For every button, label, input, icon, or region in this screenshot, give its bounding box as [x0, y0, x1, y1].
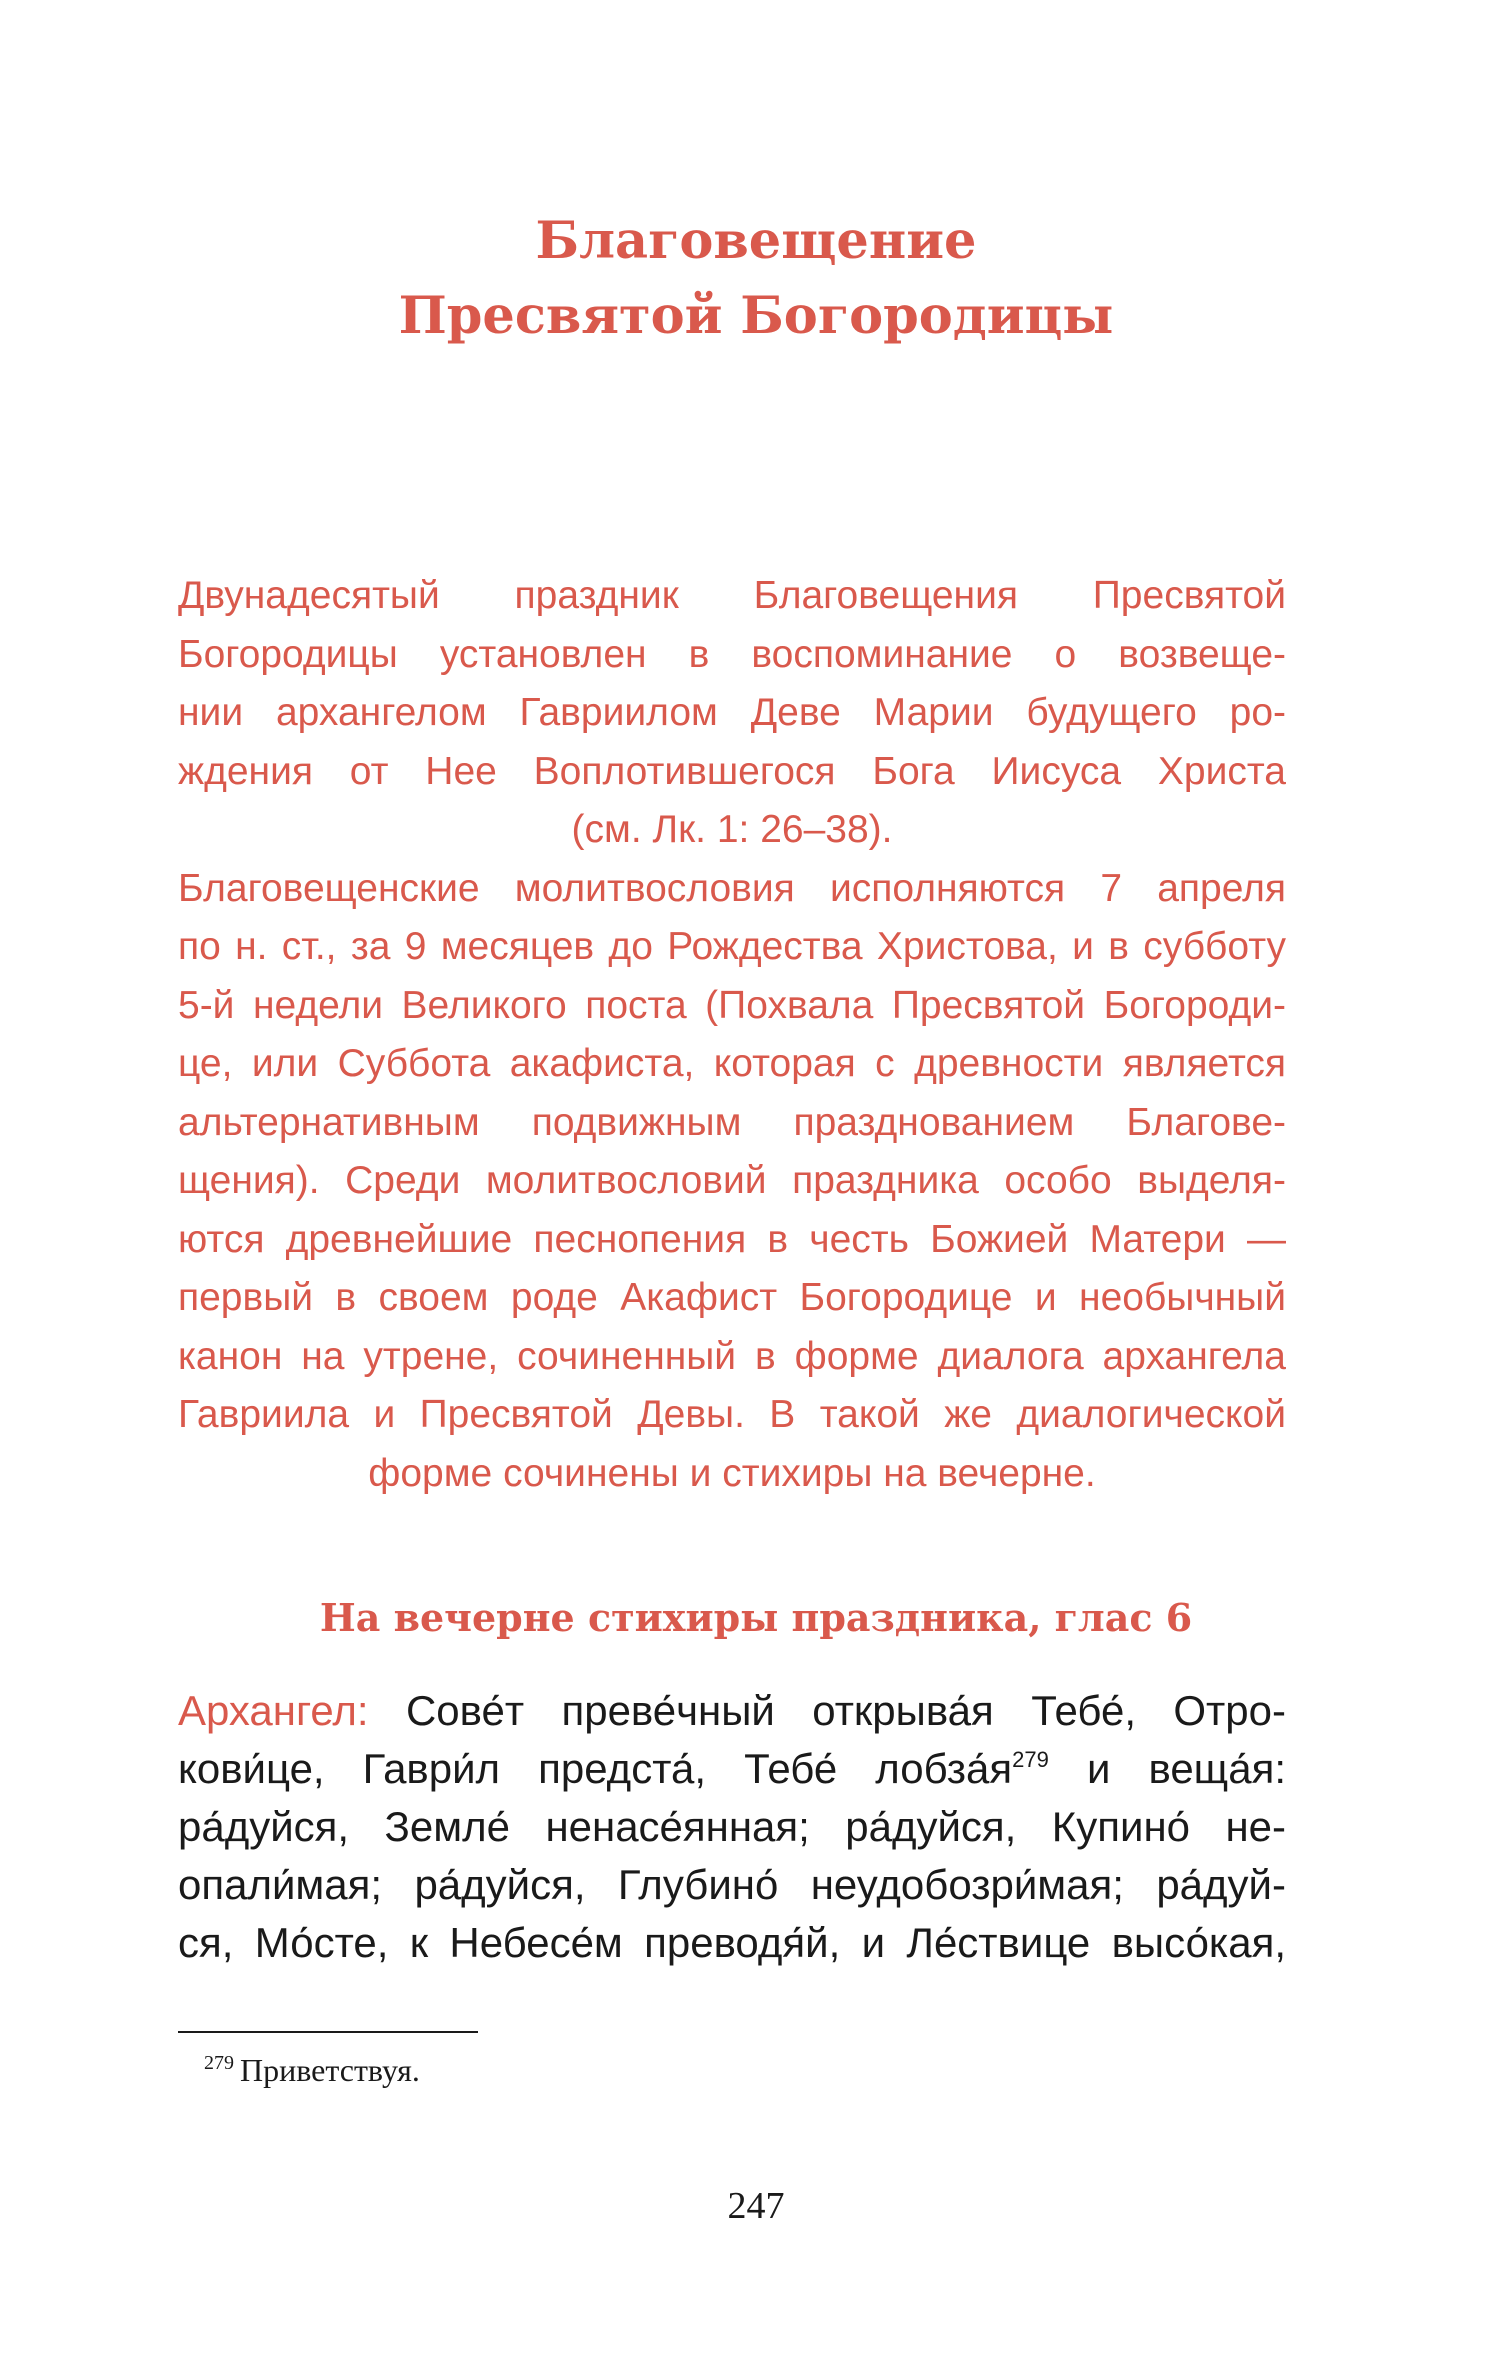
speaker-label: Архангел: — [178, 1687, 369, 1734]
intro-line: по н. ст., за 9 месяцев до Рождества Христова, и в субботу — [178, 925, 1286, 968]
hymn-line — [178, 1740, 1286, 1798]
intro-paragraph — [178, 567, 1286, 1503]
intro-line: щения). Среди молитвословий праздника особо выделя- — [178, 1159, 1286, 1202]
intro-line: це, или Суббота акафиста, которая с древности является — [178, 1042, 1286, 1085]
intro-line: нии архангелом Гавриилом Деве Марии будущего ро- — [178, 691, 1286, 734]
hymn-line-text: кови́це, Гаври́л предста́, Тебе́ лобза́я — [178, 1745, 1013, 1792]
intro-line: ются древнейшие песнопения в честь Божией Матери — — [178, 1217, 1286, 1261]
title-line-2: Пресвятой Богородицы — [398, 286, 1114, 346]
footnote-divider — [178, 2031, 478, 2033]
section-heading: На вечерне стихиры праздника, глас 6 — [319, 1595, 1193, 1640]
intro-line: альтернативным подвижным празднованием Благове- — [178, 1100, 1286, 1144]
page-number: 247 — [727, 2185, 785, 2227]
hymn-line-text: и веща́я: — [1086, 1745, 1287, 1792]
intro-line: Двунадесятый праздник Благовещения Пресвятой — [178, 574, 1286, 617]
hymn-text — [178, 1682, 1286, 1972]
hymn-line: ся, Мо́сте, к Небесе́м преводя́й, и Ле́ствице высо́кая, — [178, 1919, 1286, 1966]
intro-line: 5-й недели Великого поста (Похвала Пресвятой Богороди- — [178, 983, 1286, 1027]
page-title — [0, 204, 1512, 354]
intro-line: форме сочинены и стихиры на вечерне. — [368, 1451, 1096, 1495]
title-line-1: Благовещение — [535, 211, 977, 271]
intro-line: (см. Лк. 1: 26–38). — [571, 808, 893, 851]
footnote-reference: 279 — [1012, 1747, 1049, 1772]
footnote — [204, 2048, 420, 2092]
footnote-text: Приветствуя. — [240, 2052, 420, 2088]
intro-line: ждения от Нее Воплотившегося Бога Иисуса Христа — [178, 749, 1286, 793]
intro-line: Благовещенские молитвословия исполняются 7 апреля — [178, 866, 1286, 910]
hymn-line: опали́мая; ра́дуйся, Глубино́ неудобозри́мая; ра́дуй- — [178, 1861, 1286, 1908]
intro-line: Богородицы установлен в воспоминание о возвеще- — [178, 632, 1286, 676]
footnote-number: 279 — [204, 2052, 234, 2074]
hymn-line: ра́дуйся, Земле́ ненасе́янная; ра́дуйся, Купино́ не- — [178, 1803, 1286, 1850]
hymn-line — [178, 1682, 1286, 1740]
hymn-line-text: Сове́т преве́чный открыва́я Тебе́, Отро- — [405, 1687, 1286, 1734]
intro-line: канон на утрене, сочиненный в форме диалога архангела — [178, 1334, 1286, 1378]
intro-line: Гавриила и Пресвятой Девы. В такой же диалогической — [178, 1393, 1286, 1436]
intro-line: первый в своем роде Акафист Богородице и необычный — [178, 1276, 1286, 1319]
